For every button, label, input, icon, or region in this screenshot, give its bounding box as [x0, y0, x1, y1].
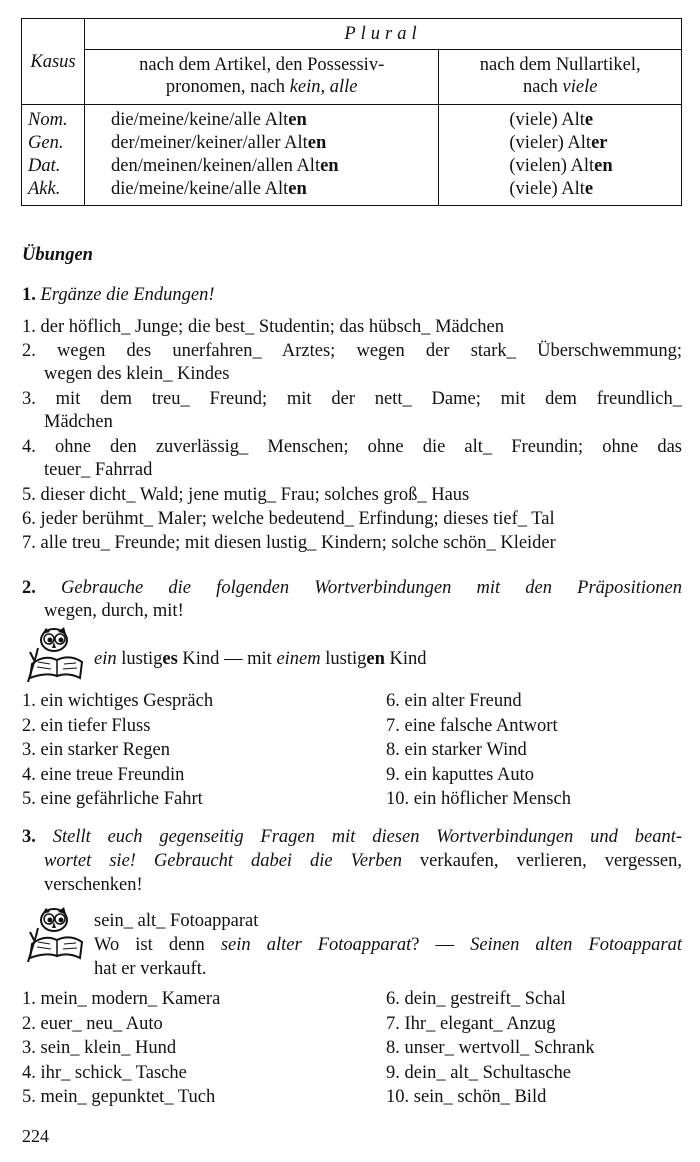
- exercise-3-right-list: [386, 988, 595, 1111]
- page-number: 224: [22, 1126, 49, 1146]
- table-row: der/meiner/keiner/aller Alten: [111, 133, 327, 153]
- list-item: wegen des klein_ Kindes: [44, 364, 230, 384]
- exercise-3-left-list: [22, 988, 220, 1111]
- list-item: 10. sein_ schön_ Bild: [386, 1087, 547, 1107]
- table-row: (viele) Alte: [509, 110, 594, 130]
- exercise-2-instruction-line2: wegen, durch, mit!: [44, 601, 184, 621]
- table-row: die/meine/keine/alle Alten: [111, 110, 307, 130]
- article-forms-column: [85, 105, 439, 206]
- exercise-2-left-list: [22, 690, 213, 813]
- list-item: 2. wegen des unerfahren_ Arztes; wegen der stark_ Überschwemmung;: [22, 341, 682, 361]
- list-item: 3. ein starker Regen: [22, 740, 170, 760]
- list-item: 4. ihr_ schick_ Tasche: [22, 1062, 187, 1083]
- exercise-3-example-line1: sein_ alt_ Fotoapparat: [94, 911, 259, 931]
- list-item: 6. ein alter Freund: [386, 691, 522, 711]
- null-article-forms-column: [439, 105, 682, 206]
- case-gen: Gen.: [28, 133, 64, 153]
- exercise-3-instruction-line3: verschenken!: [44, 875, 143, 895]
- table-row: (vieler) Alter: [509, 133, 608, 153]
- list-item: 1. der höflich_ Junge; die best_ Studentin; das hübsch_ Mädchen: [22, 317, 504, 337]
- exercise-2-instruction: 2. Gebrauche die folgenden Wortverbindungen mit den Präpositionen: [22, 578, 683, 598]
- list-item: 10. ein höflicher Mensch: [386, 789, 571, 809]
- null-article-column-header: nach dem Nullartikel, nach viele: [439, 50, 682, 105]
- list-item: 9. dein_ alt_ Schultasche: [386, 1062, 571, 1083]
- exercise-3-example-line2: Wo ist denn sein alter Fotoapparat? — Seinen alten Fotoapparat: [94, 935, 683, 955]
- list-item: 1. ein wichtiges Gespräch: [22, 691, 214, 711]
- exercise-3-example-line3: hat er verkauft.: [94, 959, 207, 979]
- list-item: 2. ein tiefer Fluss: [22, 715, 151, 736]
- list-item: 8. ein starker Wind: [386, 740, 527, 760]
- plural-header: Plural: [85, 19, 682, 50]
- table-row: den/meinen/keinen/allen Alten: [111, 156, 339, 176]
- list-item: 5. dieser dicht_ Wald; jene mutig_ Frau; solches groß_ Haus: [22, 485, 470, 505]
- uebungen-title: Übungen: [22, 245, 93, 265]
- exercise-3-instruction-line2: wortet sie! Gebraucht dabei die Verben verkaufen, verlieren, vergessen,: [44, 851, 682, 871]
- list-item: 5. mein_ gepunktet_ Tuch: [22, 1087, 216, 1107]
- list-item: 6. jeder berühmt_ Maler; welche bedeutend_ Erfindung; dieses tief_ Tal: [22, 509, 555, 529]
- list-item: 4. ohne den zuverlässig_ Menschen; ohne die alt_ Freundin; ohne das: [22, 437, 682, 457]
- list-item: 7. alle treu_ Freunde; mit diesen lustig_ Kindern; solche schön_ Kleider: [22, 533, 556, 553]
- list-item: 1. mein_ modern_ Kamera: [22, 989, 221, 1009]
- plural-declension-table: [21, 18, 682, 206]
- exercise-1-instruction: 1. Ergänze die Endungen!: [22, 285, 215, 305]
- list-item: 8. unser_ wertvoll_ Schrank: [386, 1038, 595, 1058]
- list-item: 2. euer_ neu_ Auto: [22, 1013, 163, 1034]
- table-row: die/meine/keine/alle Alten: [111, 179, 307, 199]
- list-item: 3. sein_ klein_ Hund: [22, 1038, 177, 1058]
- article-column-header: nach dem Artikel, den Possessiv- pronomen, nach kein, alle: [85, 50, 439, 105]
- case-dat: Dat.: [28, 156, 61, 176]
- list-item: 5. eine gefährliche Fahrt: [22, 789, 203, 809]
- list-item: 7. Ihr_ elegant_ Anzug: [386, 1013, 556, 1034]
- exercise-2-right-list: [386, 690, 571, 813]
- list-item: Mädchen: [44, 412, 113, 432]
- table-row: (viele) Alte: [509, 179, 594, 199]
- owl-reading-icon: [24, 626, 88, 684]
- case-nom: Nom.: [28, 110, 68, 130]
- kasus-header: Kasus: [22, 19, 85, 105]
- case-column: [22, 105, 85, 206]
- table-row: (vielen) Alten: [509, 156, 613, 176]
- list-item: teuer_ Fahrrad: [44, 460, 153, 480]
- list-item: 3. mit dem treu_ Freund; mit der nett_ Dame; mit dem freundlich_: [22, 389, 682, 409]
- list-item: 6. dein_ gestreift_ Schal: [386, 989, 566, 1009]
- exercise-2-example: ein lustiges Kind — mit einem lustigen Kind: [94, 649, 427, 669]
- case-akk: Akk.: [28, 179, 61, 199]
- exercise-3-instruction: 3. Stellt euch gegenseitig Fragen mit diesen Wortverbindungen und beant-: [22, 827, 682, 847]
- list-item: 7. eine falsche Antwort: [386, 715, 558, 736]
- list-item: 4. eine treue Freundin: [22, 764, 185, 785]
- list-item: 9. ein kaputtes Auto: [386, 764, 534, 785]
- owl-reading-icon: [24, 906, 88, 964]
